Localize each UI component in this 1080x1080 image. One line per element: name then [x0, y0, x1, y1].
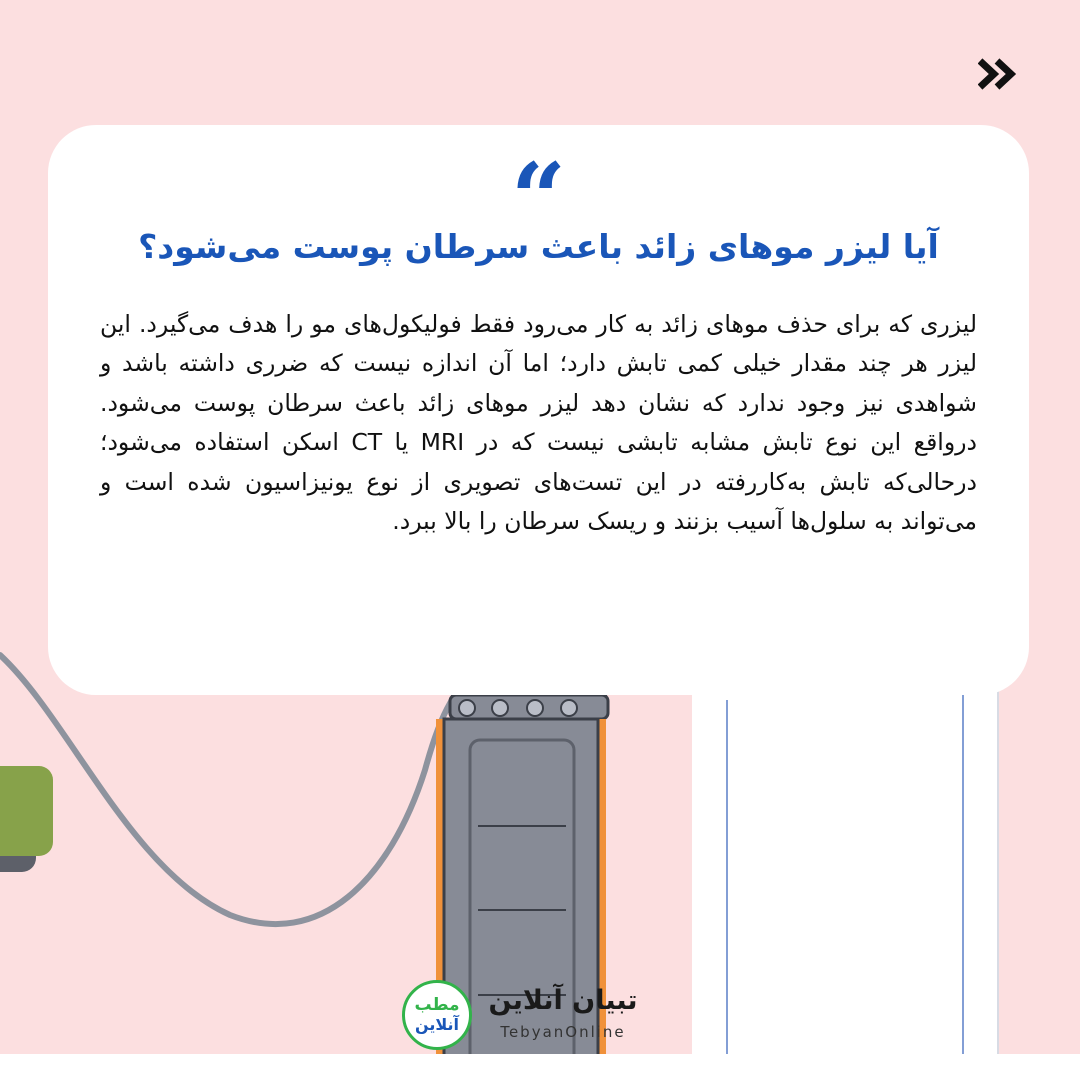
brand-badge-top: مطب [414, 995, 460, 1015]
device-button-3 [527, 700, 543, 716]
brand-name-latin: TebyanOnline [500, 1023, 626, 1041]
door-panel [692, 690, 998, 1060]
device-button-1 [459, 700, 475, 716]
device-button-2 [492, 700, 508, 716]
floor [0, 1054, 1080, 1080]
card-title: آیا لیزر موهای زائد باعث سرطان پوست می‌شود؟ [138, 227, 939, 266]
card-body-text: لیزری که برای حذف موهای زائد به کار می‌رود فقط فولیکول‌های مو را هدف می‌گیرد. این لیزر هر چند مقدار خیلی کمی تابش دارد؛ اما آن اندازه نیست که ضرری داشته باشد و شواهدی نیز وجود ندارد که نشان دهد لیزر موهای زائد باعث سرطان پوست می‌شود. درواقع این نوع تابش مشابه تابشی نیست که در MRI یا CT اسکن استفاده می‌شود؛ درحالی‌که تابش به‌کاررفته در این تست‌های تصویری از نوع یونیزاسیون شده است و می‌تواند به سلول‌ها آسیب بزنند و ریسک سرطان را بالا ببرد. [100, 310, 977, 536]
quote-mark: “ [510, 142, 567, 255]
device-button-4 [561, 700, 577, 716]
wall-machine [0, 766, 53, 856]
brand-name: تبیان آنلاین [488, 985, 638, 1016]
brand-badge-bottom: آنلاین [414, 1015, 460, 1034]
brand-badge-logo [402, 980, 472, 1050]
laser-cable [0, 655, 490, 924]
double-chevron-right-icon[interactable] [978, 58, 1016, 90]
content-card [48, 125, 1029, 695]
